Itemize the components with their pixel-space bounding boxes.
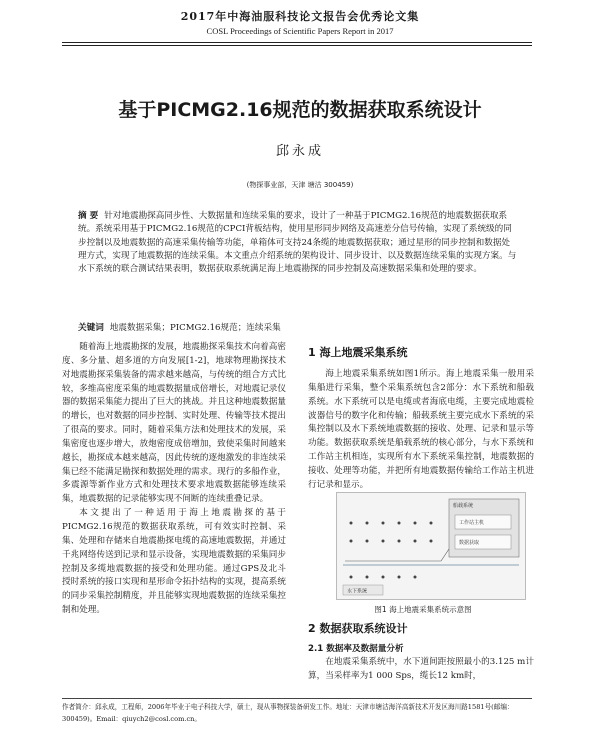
author-footnote: 作者简介：邱永成，工程师，2006年毕业于电子科技大学，硕士，现从事物探装备研发工作。地址：天津市塘沽海洋高新技术开发区海川路1581号(邮编：300459)。Email：qiuych2@cosl.com.cn。 xyxy=(62,698,532,725)
abstract-label: 摘 要 xyxy=(78,211,99,221)
left-column xyxy=(62,341,286,618)
header-title-cn: 2017年中海油服科技论文报告会优秀论文集 xyxy=(180,10,420,23)
figure-1-svg xyxy=(337,493,525,599)
keywords-text: 地震数据采集；PICMG2.16规范；连续采集 xyxy=(109,323,281,333)
header-rule-bottom xyxy=(62,45,532,46)
intro-paragraph-2: 本文提出了一种适用于海上地震勘探的基于PICMG2.16规范的数据获取系统，可有效实时控制、采集、处理和存储来自地震勘探电缆的高速地震数据，并通过千兆网络传送到记录和显示设备，实现地震数据的采集同步控制及多缆地震数据的接受和处理功能。通过GPS及北斗授时系统的接口实现和星形命令拓扑结构的实现，提高系统的同步采集控制精度，并且能够实现地震数据的连续采集控制和处理。 xyxy=(62,508,286,616)
figure-1-caption: 图1 海上地震采集系统示意图 xyxy=(374,605,472,614)
section-2-1-heading: 2.1 数据率及数据量分析 xyxy=(308,644,404,654)
section-2-1-body-wrap xyxy=(308,656,534,684)
paper-title: 基于PICMG2.16规范的数据获取系统设计 xyxy=(118,99,482,121)
author-name: 邱永成 xyxy=(275,144,324,159)
section-2-heading: 2 数据获取系统设计 xyxy=(308,622,408,635)
keywords-block xyxy=(78,321,518,333)
intro-paragraph-1: 随着海上地震勘探的发展，地震勘探采集技术向着高密度、多分量、超多道的方向发展[1-2]，地球物理勘探技术对地震勘探采集装备的需求越来越高，与传统的组合方式比较，多维高密度采集的地震数据量成倍增长，对地震记录仪器的数据采集能力提出了巨大的挑战。并且这种地震数据量的增长，也对数据的同步控制、实时处理、传输等技术提出了很高的要求。同时，随着采集方法和处理技术的发展，采集密度也逐步增大，放炮密度成倍增加，致使采集时间越来越长，勘探成本越来越高，因此传统的逐炮激发的非连续采集已经不能满足勘探和数据处理的需求。现行的多船作业，多震源等新作业方式和处理技术要求地震数据能够连续采集，地震数据的记录能够实现不间断的连续重叠记录。 xyxy=(62,342,286,505)
section-2-1-body: 在地震采集系统中，水下道间距按照最小的3.125 m计算，当采样率为1 000 Sps，缆长12 km时， xyxy=(308,657,534,681)
abstract-text: 针对地震勘探高同步性、大数据量和连续采集的要求，设计了一种基于PICMG2.16规范的地震数据获取系统。系统采用基于PICMG2.16规范的CPCI背板结构，使用星形同步网络及高速差分信号传输，实现了系统级的同步控制以及地震数据的高速采集传输等功能，单箱体可支持24条缆的地震数据获取；通过星形的同步控制和数据处理方式，实现了地震数据的连续采集。本文重点介绍系统的架构设计、同步设计、以及数据连续采集的实现方案。与水下系统的联合测试结果表明，数据获取系统满足海上地震勘探的同步控制及高速数据采集和处理的要求。 xyxy=(78,211,517,275)
figure-label-ship: 船载系统 xyxy=(453,503,474,509)
section-1-body: 海上地震采集系统如图1所示。海上地震采集一般用采集船进行采集，整个采集系统包含2部分：水下系统和船载系统。水下系统可以是电缆或者海底电缆，主要完成地震检波器信号的数字化和传输；船载系统主要完成水下系统的采集控制以及水下系统地震数据的接收、处理、记录和显示等功能。数据获取系统是船载系统的核心部分，与水下系统和工作站主机相连，实现所有水下系统采集控制，地震数据的接收、处理等功能，并把所有地震数据传输给工作站主机进行记录和显示。 xyxy=(308,369,534,490)
affiliation: (物探事业部，天津 塘沽 300459) xyxy=(246,181,354,189)
section-1-body-wrap xyxy=(308,368,534,493)
figure-label-underwater: 水下系统 xyxy=(347,588,368,595)
abstract-block xyxy=(78,210,518,276)
header-rule-top xyxy=(62,42,532,43)
figure-label-daq: 数据获取 xyxy=(459,540,480,546)
figure-1-illustration xyxy=(336,492,526,600)
keywords-label: 关键词 xyxy=(78,323,104,333)
section-1-heading: 1 海上地震采集系统 xyxy=(308,346,408,359)
figure-label-workstation: 工作站主机 xyxy=(459,520,485,526)
header-title-en: COSL Proceedings of Scientific Papers Report in 2017 xyxy=(206,26,394,36)
